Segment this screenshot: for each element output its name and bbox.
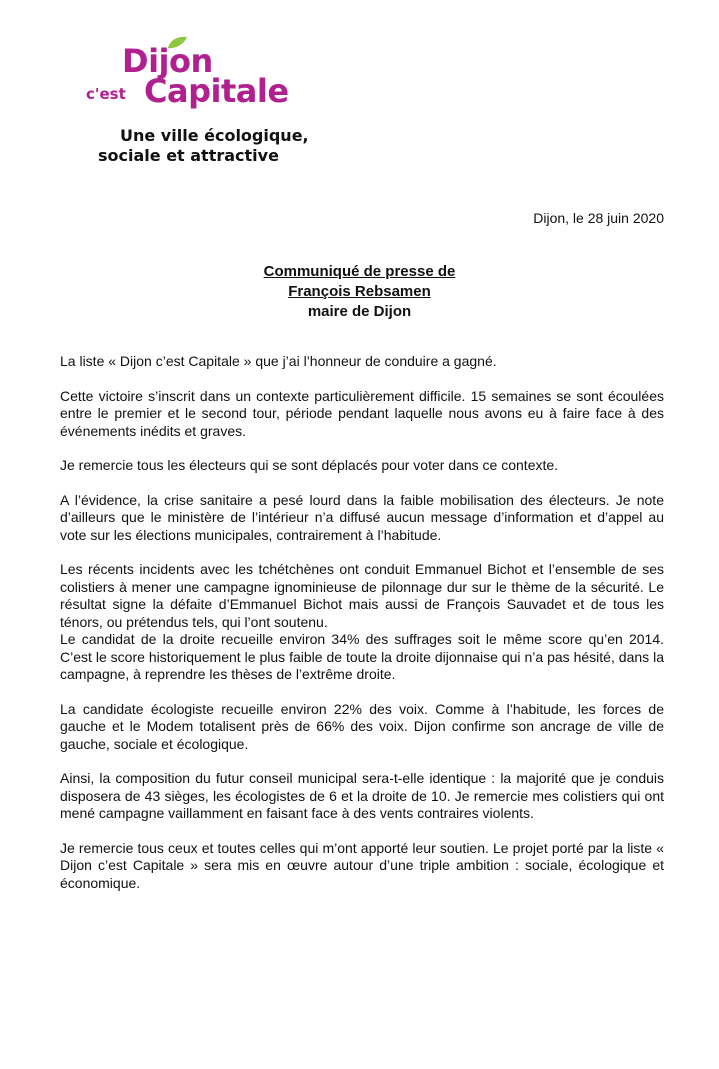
paragraph: Le candidat de la droite recueille environ 34% des suffrages soit le même score qu’en 2014. C’est le score historiquement le plus faible de toute la droite dijonnaise qui n’a pas hésité, dans la campagne, à reprendre les thèses de l’extrême droite. [60,631,664,682]
document-body [60,353,664,909]
paragraph: Les récents incidents avec les tchétchènes ont conduit Emmanuel Bichot et l’ensemble de ses colistiers à mener une campagne ignominieuse de pilonnage dur sur le thème de la sécurité. Le résultat signe la défaite d’Emmanuel Bichot mais aussi de François Sauvadet et de tous les ténors, ou prétendus tels, qui l’ont soutenu. [60,561,664,630]
paragraph: Ainsi, la composition du futur conseil municipal sera-t-elle identique : la majorité que je conduis disposera de 43 sièges, les écologistes de 6 et la droite de 10. Je remercie mes colistiers qui ont mené campagne vaillamment en faisant face à des vents contraires violents. [60,770,664,821]
paragraph: Je remercie tous ceux et toutes celles qui m’ont apporté leur soutien. Le projet porté par la liste « Dijon c’est Capitale » sera mis en œuvre autour d’une triple ambition : sociale, écologique et économique. [60,839,664,891]
title-line-2: François Rebsamen [288,283,431,300]
logo-dijon: Dijon [122,42,213,80]
campaign-logo [82,36,322,176]
paragraph: La liste « Dijon c’est Capitale » que j’ai l’honneur de conduire a gagné. [60,353,497,369]
logo-tagline-2: sociale et attractive [98,146,279,165]
paragraph: La candidate écologiste recueille environ 22% des voix. Comme à l’habitude, les forces de gauche et le Modem totalisent près de 66% des voix. Dijon confirme son ancrage de ville de gauche, sociale et écologique. [60,700,664,752]
paragraph: A l’évidence, la crise sanitaire a pesé lourd dans la faible mobilisation des électeurs. Je note d’ailleurs que le ministère de l’intérieur n’a diffusé aucun message d’information et d’appel au vote sur les élections municipales, contrairement à l’habitude. [60,491,664,543]
paragraph: Cette victoire s’inscrit dans un contexte particulièrement difficile. 15 semaines se sont écoulées entre le premier et le second tour, période pendant laquelle nous avons eu à faire face à des événements inédits et graves. [60,387,664,439]
logo-tagline-1: Une ville écologique, [120,126,309,145]
logo-cest: c'est [86,85,126,103]
document-title [0,262,719,322]
paragraph: Je remercie tous les électeurs qui se sont déplacés pour voter dans ce contexte. [60,457,559,473]
title-line-3: maire de Dijon [307,303,412,320]
document-date: Dijon, le 28 juin 2020 [533,210,664,226]
logo-capitale: Capitale [144,72,289,110]
title-line-1: Communiqué de presse de [263,263,456,280]
